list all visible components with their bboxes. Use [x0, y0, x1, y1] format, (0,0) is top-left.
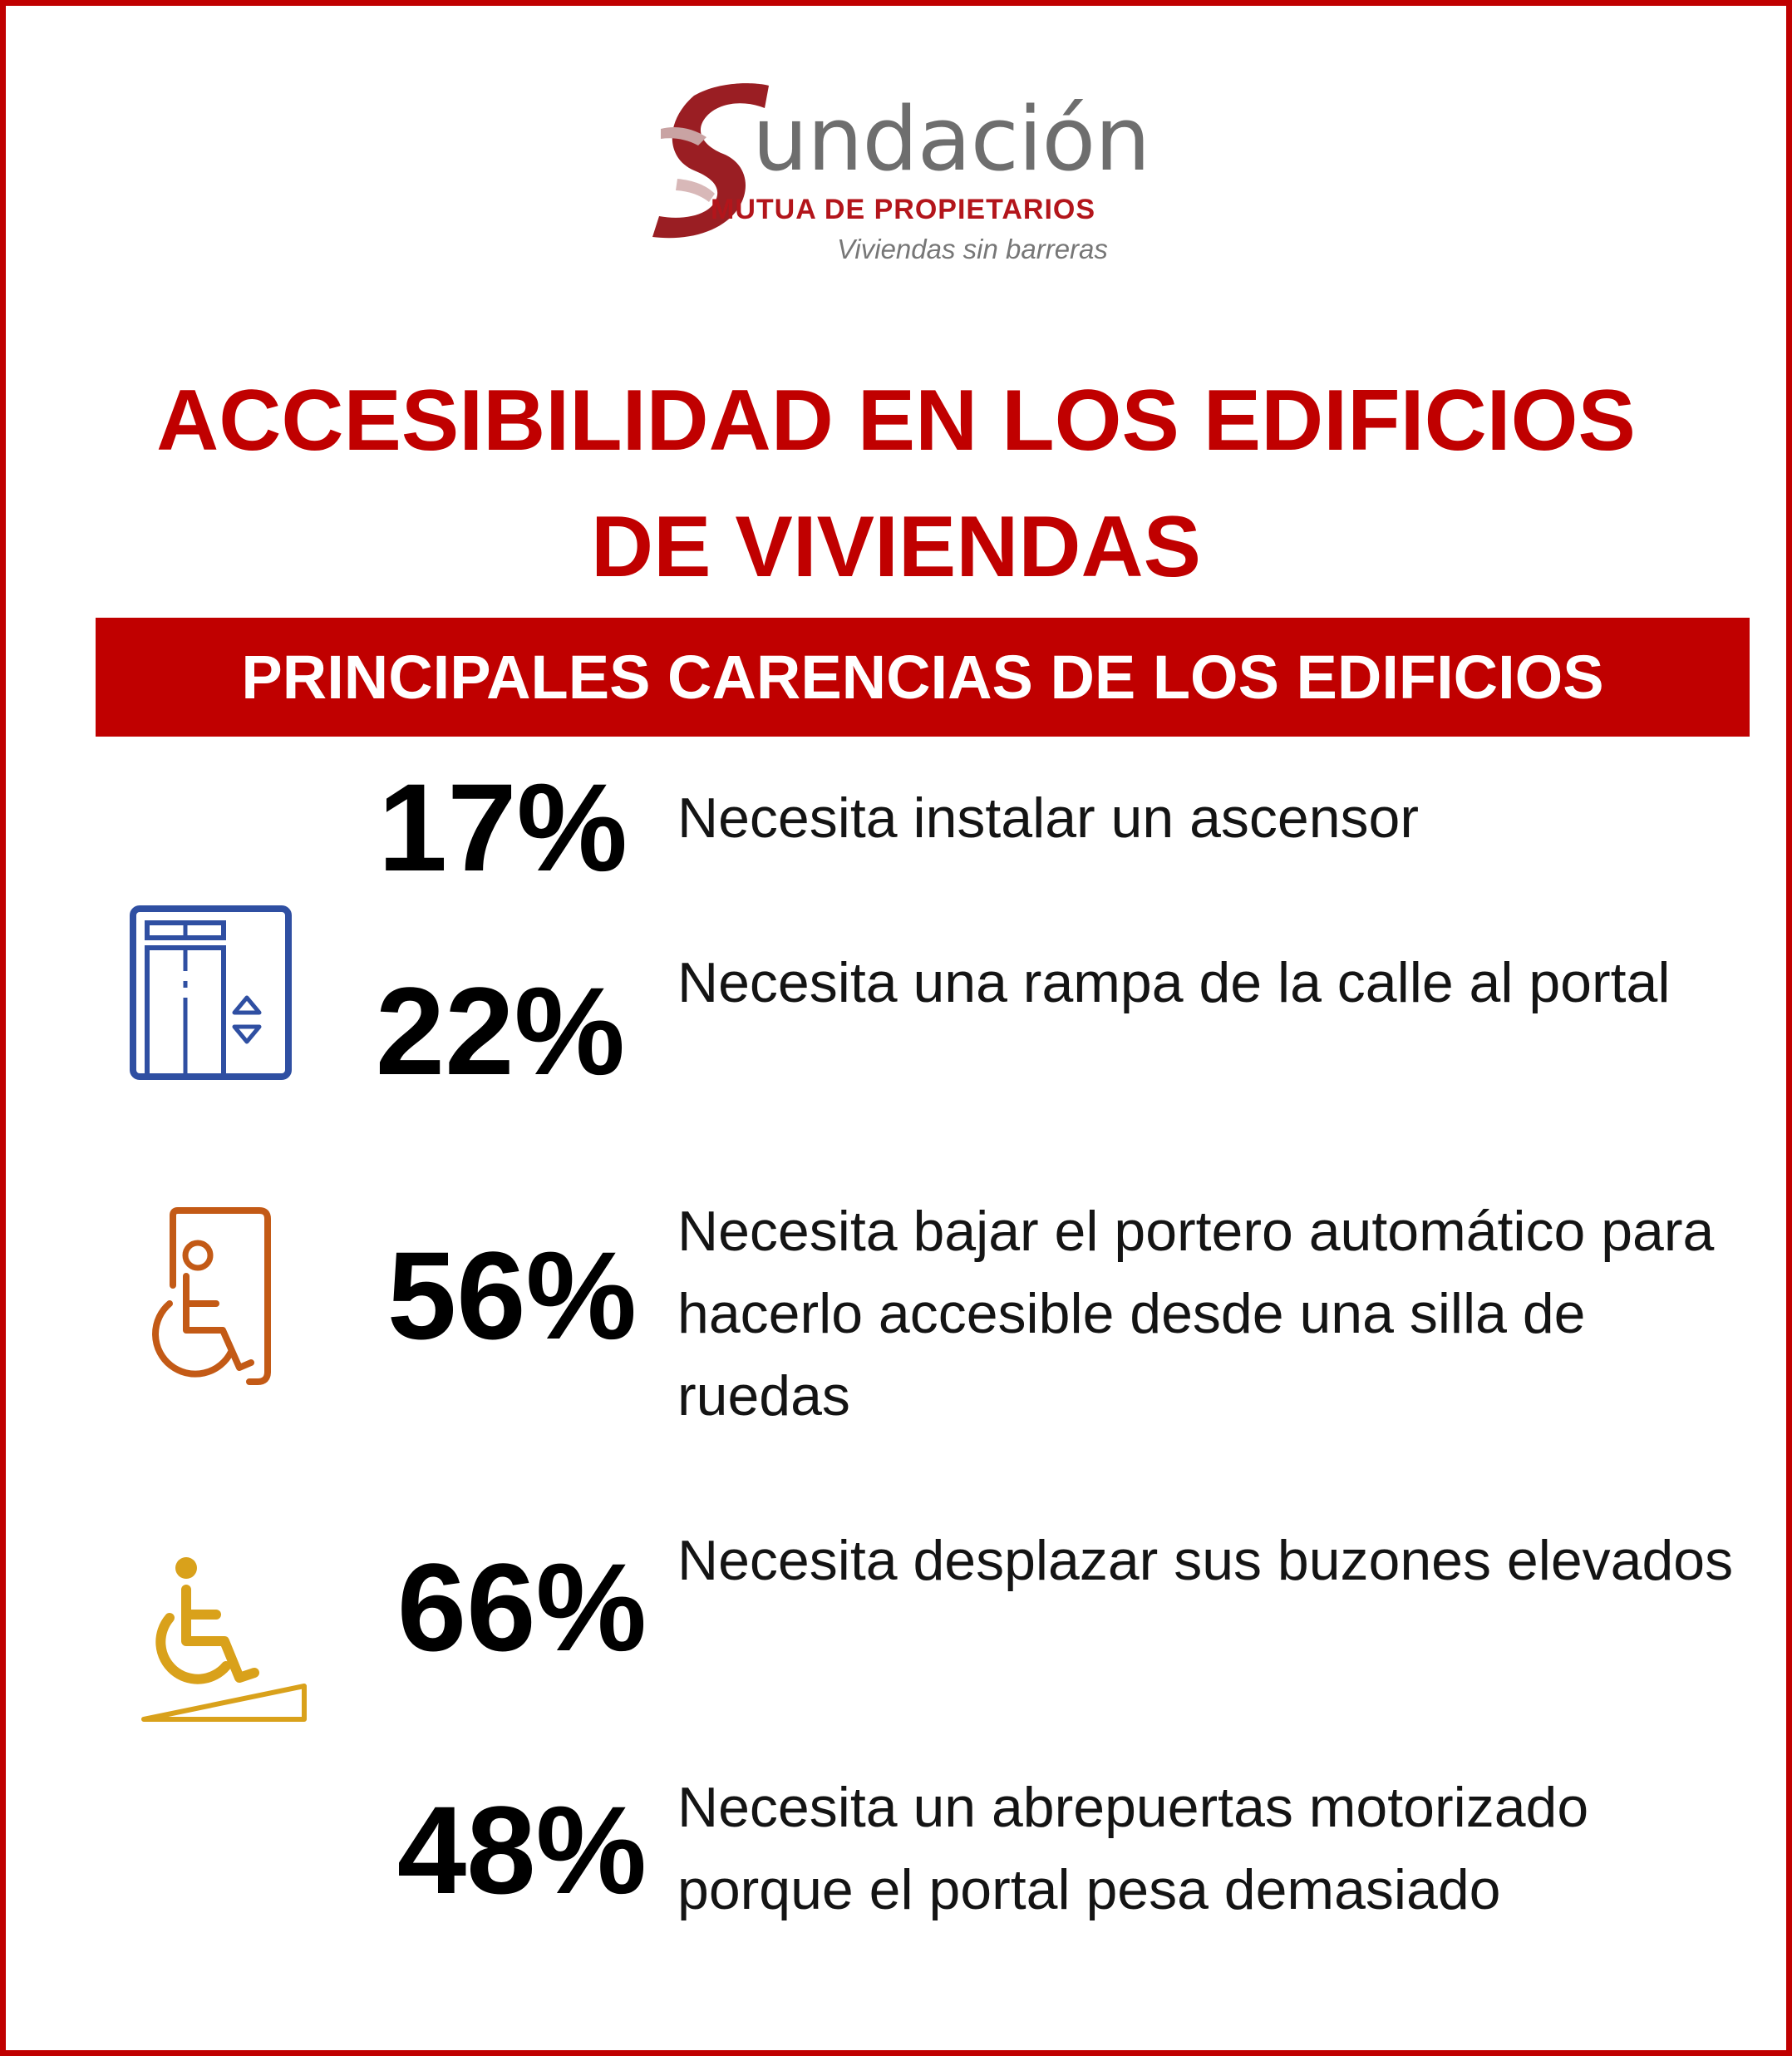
stat-value: 22%: [375, 961, 625, 1101]
stat-value: 56%: [386, 1225, 637, 1365]
stat-description: Necesita bajar el portero automático para hacerlo accesible desde una silla de ruedas: [677, 1200, 1715, 1427]
section-banner: PRINCIPALES CARENCIAS DE LOS EDIFICIOS: [96, 618, 1750, 737]
fundacion-logo: [644, 79, 1150, 270]
stat-description: Necesita instalar un ascensor: [677, 786, 1420, 850]
logo-subtitle: MUTUA DE PROPIETARIOS: [711, 194, 1096, 225]
page-title-line-2: DE VIVIENDAS: [591, 499, 1201, 595]
stat-description: Necesita un abrepuertas motorizado porque el portal pesa demasiado: [677, 1776, 1589, 1921]
stat-value: 17%: [377, 757, 628, 897]
wheelchair-ramp-icon: [140, 1555, 310, 1725]
stat-value: 48%: [396, 1780, 647, 1920]
stat-description: Necesita una rampa de la calle al portal: [677, 951, 1671, 1014]
page-title-line-1: ACCESIBILIDAD EN LOS EDIFICIOS: [156, 372, 1636, 469]
stat-description: Necesita desplazar sus buzones elevados: [677, 1529, 1734, 1592]
logo-tagline: Viviendas sin barreras: [837, 234, 1108, 264]
logo-wordmark: undación: [752, 88, 1150, 190]
stat-value: 66%: [396, 1537, 647, 1677]
page-title: [0, 357, 1792, 610]
wheelchair-door-icon: [133, 1205, 278, 1393]
elevator-icon: [129, 905, 293, 1081]
